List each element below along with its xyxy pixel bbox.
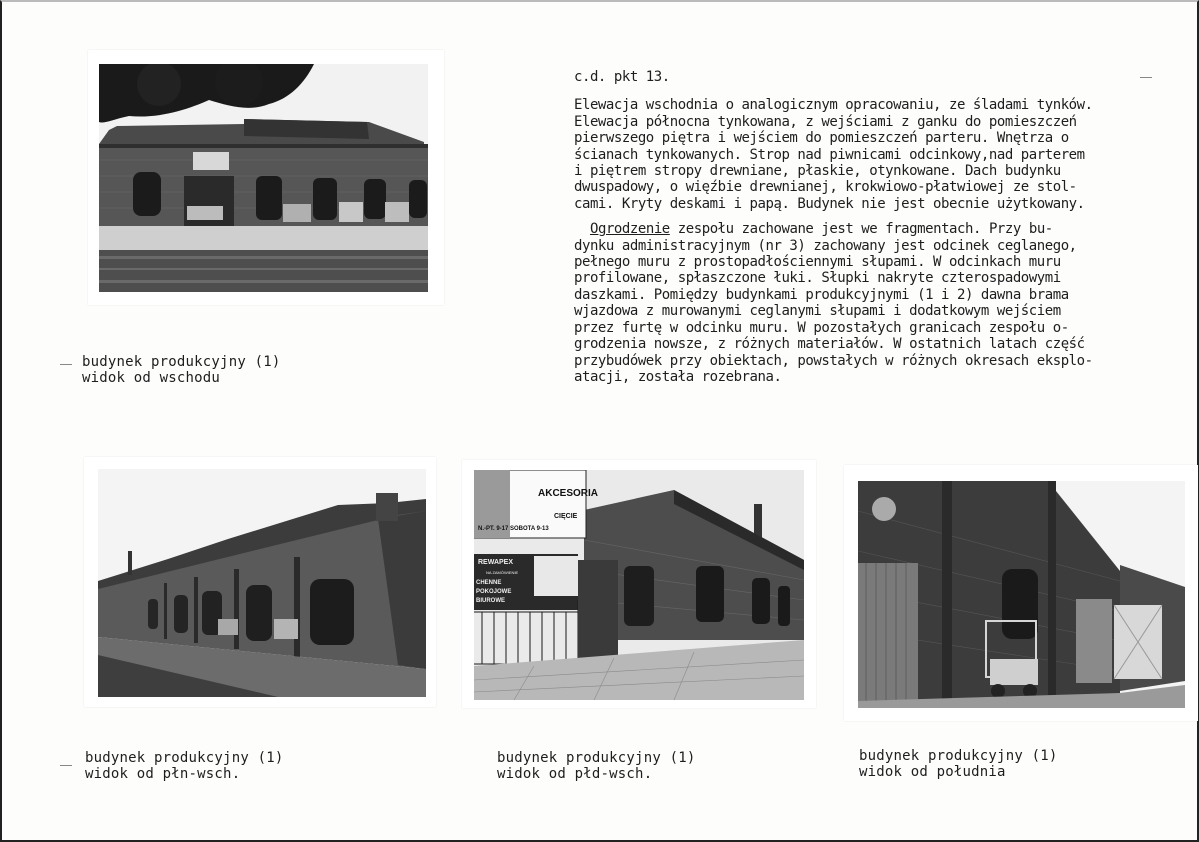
- fence-keyword: Ogrodzenie: [590, 221, 670, 238]
- photo-caption-1: [82, 354, 280, 386]
- section-heading: c.d. pkt 13.: [574, 69, 670, 85]
- photo-caption-4: [859, 748, 1057, 780]
- photo-east-view: [99, 64, 428, 292]
- photo-northeast-view-image: [98, 469, 426, 697]
- paragraph-1-line: pierwszego piętra i wejściem do pomieszczeń parteru. Wnętrza o: [574, 130, 1069, 147]
- description-text: [574, 69, 1134, 385]
- paragraph-2-line: wjazdowa z murowanymi ceglanymi słupami i dodatkowym wejściem: [574, 303, 1061, 320]
- paragraph-2-line: grodzenia nowsze, z różnych materiałów. W ostatnich latach część: [574, 336, 1085, 353]
- paragraph-2: [574, 221, 1134, 385]
- caption-line1: budynek produkcyjny (1): [82, 354, 281, 370]
- paragraph-2-line: przybudówek przy obiektach, powstałych w różnych okresach eksplo-: [574, 352, 1093, 369]
- paragraph-1-line: i piętrem stropy drewniane, płaskie, otynkowane. Dach budynku: [574, 163, 1061, 180]
- paragraph-1-line: dwuspadowy, o więźbie drewnianej, krokwiowo-płatwiowej ze stol-: [574, 179, 1077, 196]
- photo-caption-3: [497, 750, 695, 782]
- photo-southeast-view: [474, 470, 804, 700]
- paragraph-2-line: pełnego muru z prostopadłościennymi słupami. W odcinkach muru: [574, 254, 1061, 271]
- photo-caption-2: [85, 750, 283, 782]
- photo-south-view-image: [858, 481, 1185, 708]
- paragraph-2-line: atacji, została rozebrana.: [574, 368, 782, 385]
- paragraph-2-first-rest: zespołu zachowane jest we fragmentach. Przy bu-: [669, 221, 1053, 238]
- photo-south-view: [858, 481, 1185, 708]
- caption-line2: widok od wschodu: [82, 370, 221, 386]
- paragraph-1-line: cami. Kryty deskami i papą. Budynek nie jest obecnie użytkowany.: [574, 195, 1085, 212]
- sign1-line1: AKCESORIA: [538, 488, 599, 499]
- paragraph-1-line: ścianach tynkowanych. Strop nad piwnicami odcinkowy,nad parterem: [574, 146, 1085, 163]
- sign2-line4: POKOJOWE: [476, 589, 512, 595]
- paragraph-2-first-line: [574, 221, 1134, 237]
- paragraph-1: [574, 97, 1134, 212]
- margin-dash: [60, 364, 72, 365]
- paragraph-2-line: profilowane, spłaszczone łuki. Słupki nakryte czterospadowymi: [574, 270, 1061, 287]
- sign2-line5: BIUROWE: [476, 598, 505, 604]
- paragraph-2-line: dynku administracyjnym (nr 3) zachowany jest odcinek ceglanego,: [574, 237, 1077, 254]
- photo-east-view-image: [99, 64, 428, 292]
- caption-line1: budynek produkcyjny (1): [497, 750, 696, 766]
- caption-line2: widok od płd-wsch.: [497, 766, 653, 782]
- sign1-line3: N.-PT. 9-17 SOBOTA 9-13: [478, 526, 549, 532]
- sign2-line3: CHENNE: [476, 580, 502, 586]
- caption-line2: widok od południa: [859, 764, 1006, 780]
- margin-dash: [60, 765, 72, 766]
- sign2-line2: NA ZAMÓWIENIE: [486, 570, 519, 575]
- photo-northeast-view: [98, 469, 426, 697]
- sign1-line2: CIĘCIE: [554, 513, 578, 520]
- paragraph-1-line: Elewacja północna tynkowana, z wejściami z ganku do pomieszczeń: [574, 113, 1077, 130]
- photo-southeast-view-image: [474, 470, 804, 700]
- paragraph-2-line: przez furtę w odcinku muru. W pozostałych granicach zespołu o-: [574, 319, 1069, 336]
- margin-dash: [1140, 77, 1152, 78]
- paragraph-1-line: Elewacja wschodnia o analogicznym opracowaniu, ze śladami tynków.: [574, 97, 1093, 114]
- caption-line2: widok od płn-wsch.: [85, 766, 241, 782]
- caption-line1: budynek produkcyjny (1): [85, 750, 284, 766]
- caption-line1: budynek produkcyjny (1): [859, 748, 1058, 764]
- sign2-line1: REWAPEX: [478, 559, 514, 566]
- paragraph-2-line: daszkami. Pomiędzy budynkami produkcyjnymi (1 i 2) dawna brama: [574, 286, 1069, 303]
